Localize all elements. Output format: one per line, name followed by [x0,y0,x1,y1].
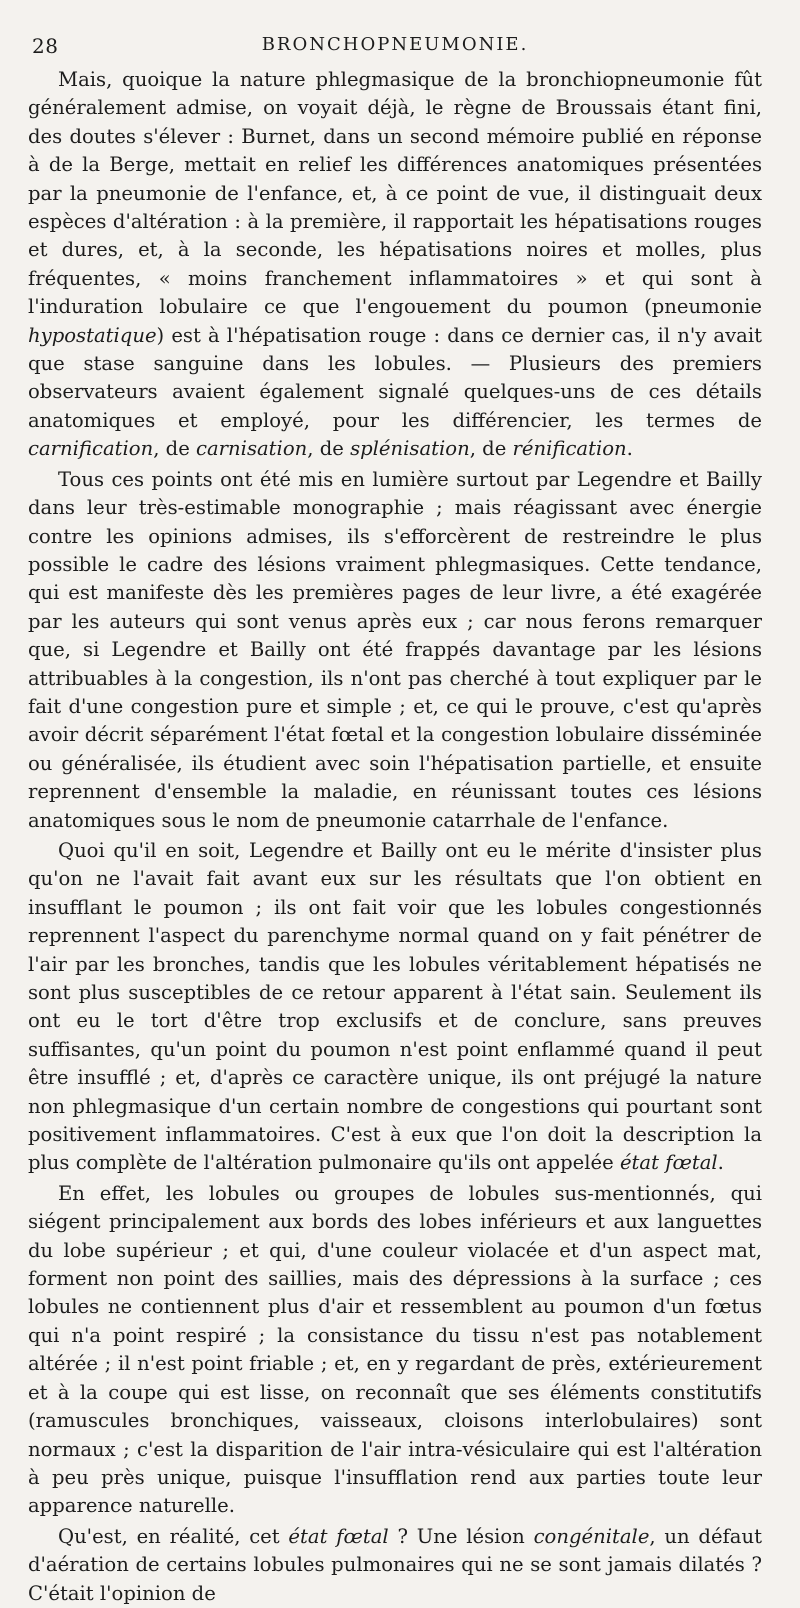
paragraph [28,837,762,1178]
italic-term: carnisation [196,437,308,461]
italic-term: congénitale [533,1524,650,1548]
text-run: , un défaut d'aération de certains lobules pulmonaires qui ne se sont jamais dilatés ? C'était l'opinion de [28,1524,762,1605]
italic-term: hypostatique [28,323,157,347]
italic-term: carnification [28,437,154,461]
italic-term: état fœtal [619,1151,718,1175]
paragraph [28,66,762,464]
paragraph [28,466,762,835]
italic-term: splénisation [350,437,470,461]
italic-term: état fœtal [288,1524,389,1548]
text-run: . [717,1151,724,1175]
text-run: , de [307,437,351,461]
text-run: Qu'est, en réalité, cet [58,1524,289,1548]
text-run: ) est à l'hépatisation rouge : dans ce dernier cas, il n'y avait que stase sanguine dans les lobules. — Plusieurs des premiers observateurs avaient également signalé quelques-uns de ces détails anatomiques et employé, pour les différencier, les termes de [28,323,762,432]
running-head [28,26,762,60]
text-run: Tous ces points ont été mis en lumière surtout par Legendre et Bailly dans leur très-estimable monographie ; mais réagissant avec énergie contre les opinions admises, ils s'efforcèrent de restreindre le plus possible le cadre des lésions vraiment phlegmasiques. Cette tendance, qui est manifeste dès les premières pages de leur livre, a été exagérée par les auteurs qui sont venus après eux ; car nous ferons remarquer que, si Legendre et Bailly ont été frappés davantage par les lésions attribuables à la congestion, ils n'ont pas cherché à tout expliquer par le fait d'une congestion pure et simple ; et, ce qui le prouve, c'est qu'après avoir décrit séparément l'état fœtal et la congestion lobulaire disséminée ou généralisée, ils étudient avec soin l'hépatisation partielle, et ensuite reprennent d'ensemble la maladie, en réunissant toutes ces lésions anatomiques sous le nom de pneumonie catarrhale de l'enfance. [28,467,762,832]
text-run: ? Une lésion [388,1524,534,1548]
text-run: En effet, les lobules ou groupes de lobules sus-mentionnés, qui siégent principalement aux bords des lobes inférieurs et aux languettes du lobe supérieur ; et qui, d'une couleur violacée et d'un aspect mat, forment non point des saillies, mais des dépressions à la surface ; ces lobules ne contiennent plus d'air et ressemblent au poumon d'un fœtus qui n'a point respiré ; la consistance du tissu n'est pas notablement altérée ; il n'est point friable ; et, en y regardant de près, extérieurement et à la coupe qui est lisse, on reconnaît que ses éléments constitutifs (ramuscules bronchiques, vaisseaux, cloisons interlobulaires) sont normaux ; c'est la disparition de l'air intra-vésiculaire qui est l'altération à peu près unique, puisque l'insufflation rend aux parties toute leur apparence naturelle. [28,1181,762,1518]
text-run: , de [153,437,197,461]
paragraph [28,1523,762,1608]
page-number: 28 [32,34,59,58]
text-run: , de [469,437,513,461]
text-run: Quoi qu'il en soit, Legendre et Bailly ont eu le mérite d'insister plus qu'on ne l'avait fait avant eux sur les résultats que l'on obtient en insufflant le poumon ; ils ont fait voir que les lobules congestionnés reprennent l'aspect du parenchyme normal quand on y fait pénétrer de l'air par les bronches, tandis que les lobules véritablement hépatisés ne sont plus susceptibles de ce retour apparent à l'état sain. Seulement ils ont eu le tort d'être trop exclusifs et de conclure, sans preuves suffisantes, qu'un point du poumon n'est point enflammé quand il peut être insufflé ; et, d'après ce caractère unique, ils ont préjugé la nature non phlegmasique d'un certain nombre de congestions qui pourtant sont positivement inflammatoires. C'est à eux que l'on doit la description la plus complète de l'altération pulmonaire qu'ils ont appelée [28,838,762,1175]
body-text [28,66,762,1608]
running-title: BRONCHOPNEUMONIE. [261,34,529,55]
text-run: . [626,437,633,461]
paragraph [28,1180,762,1521]
text-run: Mais, quoique la nature phlegmasique de la bronchiopneumonie fût généralement admise, on voyait déjà, le règne de Broussais étant fini, des doutes s'élever : Burnet, dans un second mémoire publié en réponse à de la Berge, mettait en relief les différences anatomiques présentées par la pneumonie de l'enfance, et, à ce point de vue, il distinguait deux espèces d'altération : à la première, il rapportait les hépatisations rouges et dures, et, à la seconde, les hépatisations noires et molles, plus fréquentes, « moins franchement inflammatoires » et qui sont à l'induration lobulaire ce que l'engouement du poumon (pneumonie [28,68,762,319]
italic-term: rénification [512,437,627,461]
